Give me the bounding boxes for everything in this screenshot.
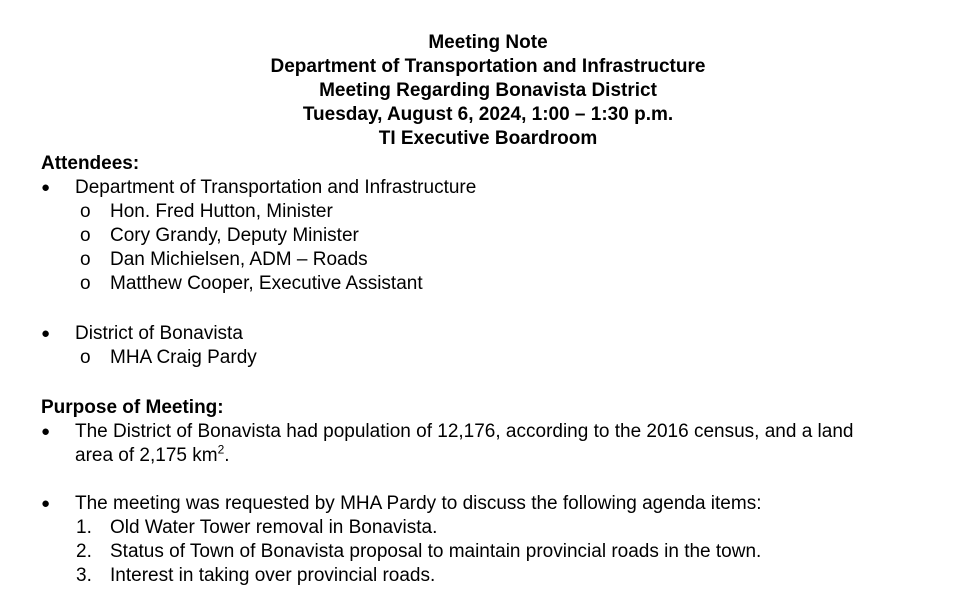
- bullet-icon: ●: [41, 495, 51, 512]
- attendee-item: Hon. Fred Hutton, Minister: [110, 201, 333, 222]
- header-title: Meeting Note: [428, 32, 548, 53]
- header-date-time: Tuesday, August 6, 2024, 1:00 – 1:30 p.m.: [302, 104, 674, 125]
- header-subject: Meeting Regarding Bonavista District: [319, 80, 657, 101]
- purpose-paragraph-line: [75, 444, 230, 468]
- purpose-paragraph-line: The meeting was requested by MHA Pardy to discuss the following agenda items:: [75, 493, 762, 514]
- sub-bullet-icon: o: [80, 225, 91, 246]
- list-number: 3.: [76, 565, 92, 586]
- sub-bullet-icon: o: [80, 201, 91, 222]
- sub-bullet-icon: o: [80, 273, 91, 294]
- document-header: [0, 31, 976, 151]
- attendee-group-name: District of Bonavista: [75, 323, 243, 344]
- land-area-text: area of 2,175 km: [75, 445, 218, 466]
- purpose-heading: Purpose of Meeting:: [41, 397, 224, 418]
- header-department: Department of Transportation and Infrastructure: [270, 56, 706, 77]
- sub-bullet-icon: o: [80, 347, 91, 368]
- list-number: 1.: [76, 517, 92, 538]
- attendee-group-name: Department of Transportation and Infrastructure: [75, 177, 477, 198]
- agenda-item: Status of Town of Bonavista proposal to maintain provincial roads in the town.: [110, 541, 762, 562]
- attendee-item: Dan Michielsen, ADM – Roads: [110, 249, 368, 270]
- list-number: 2.: [76, 541, 92, 562]
- bullet-icon: ●: [41, 423, 51, 440]
- bullet-icon: ●: [41, 325, 51, 342]
- attendee-item: Matthew Cooper, Executive Assistant: [110, 273, 423, 294]
- purpose-paragraph-line: The District of Bonavista had population of 12,176, according to the 2016 census, and a land: [75, 421, 854, 442]
- agenda-item: Old Water Tower removal in Bonavista.: [110, 517, 438, 538]
- sub-bullet-icon: o: [80, 249, 91, 270]
- attendees-heading: Attendees:: [41, 153, 140, 174]
- agenda-item: Interest in taking over provincial roads.: [110, 565, 436, 586]
- attendee-item: Cory Grandy, Deputy Minister: [110, 225, 359, 246]
- header-location: TI Executive Boardroom: [378, 128, 598, 149]
- period: .: [224, 445, 230, 466]
- bullet-icon: ●: [41, 179, 51, 196]
- attendee-item: MHA Craig Pardy: [110, 347, 257, 368]
- superscript: 2: [217, 442, 225, 457]
